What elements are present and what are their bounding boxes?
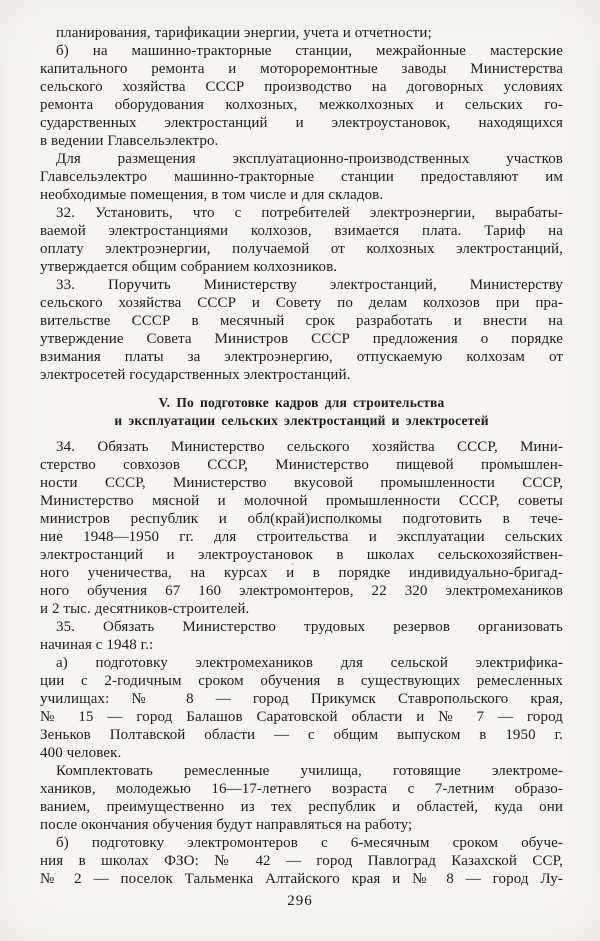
text-line: сельского хозяйства СССР производство на договорных условиях — [40, 79, 563, 95]
text-line: капитального ремонта и мотороремонтные заводы Министерства — [40, 61, 563, 77]
paragraph — [40, 762, 563, 834]
text-line: утверждение Совета Министров СССР предложения о порядке — [40, 331, 563, 347]
text-line: б) подготовку электромонтеров с 6-месячным сроком обуче- — [56, 835, 563, 851]
text-line: Министерство мясной и молочной промышленности СССР, советы — [40, 493, 563, 509]
text-line: ремонта оборудования колхозных, межколхозных и сельских го- — [40, 97, 563, 113]
text-line: ного обучения 67 160 электромонтеров, 22 320 электромехаников — [40, 583, 563, 599]
text-line: ванием, преимущественно из тех республик и областей, куда они — [40, 799, 563, 815]
text-line: 33. Поручить Министерству электростанций, Министерству — [56, 277, 563, 293]
text-line: взимания платы за электроэнергию, отпускаемую колхозам от — [40, 349, 563, 365]
text-line: планирования, тарификации энергии, учета и отчетности; — [56, 25, 432, 41]
scan-speck — [447, 213, 449, 215]
text-line: Комплектовать ремесленные училища, готовящие электроме- — [56, 763, 563, 779]
text-line: ции с 2-годичным сроком обучения в существующих ремесленных — [40, 673, 563, 689]
scan-speck — [116, 27, 118, 29]
paragraph — [40, 654, 563, 762]
text-line: № 15 — город Балашов Саратовской области и № 7 — город — [40, 709, 563, 725]
page-number: 296 — [287, 893, 313, 909]
text-line: № 2 — поселок Тальменка Алтайского края и № 8 — город Лу- — [40, 871, 563, 887]
text-line: электростанций и электроустановок в школах сельскохозяйствен- — [40, 547, 563, 563]
text-line: сельского хозяйства СССР и Совету по делам колхозов при пра- — [40, 295, 563, 311]
heading-line: V. По подготовке кадров для строительства — [158, 395, 445, 410]
text-line: Зеньков Полтавской области — с общим выпуском в 1950 г. — [40, 727, 563, 743]
text-line: хаников, молодежью 16—17-летнего возраста с 7-летним образо- — [40, 781, 563, 797]
text-line: Для размещения эксплуатационно-производственных участков — [56, 151, 563, 167]
text-line: 34. Обязать Министерство сельского хозяйства СССР, Мини- — [56, 439, 563, 455]
text-line: и 2 тыс. десятников-строителей. — [40, 601, 250, 617]
text-line: Главсельэлектро машинно-тракторные станции предоставляют им — [40, 169, 563, 185]
text-line: ного ученичества, на курсах и в порядке индивидуально-бригад- — [40, 565, 563, 581]
text-line: утверждается общим собранием колхозников. — [40, 259, 338, 275]
text-line: электросетей государственных электростанций. — [40, 367, 351, 383]
text-line: после окончания обучения будут направляться на работу; — [40, 817, 413, 833]
text-line: необходимые помещения, в том числе и для складов. — [40, 187, 384, 203]
paragraph — [40, 618, 563, 654]
text-line: оплату электроэнергии, получаемой от колхозных электростанций, — [40, 241, 563, 257]
text-line: б) на машинно-тракторные станции, межрайонные мастерские — [56, 43, 563, 59]
paragraph — [40, 42, 563, 150]
text-line: ния в школах ФЗО: № 42 — город Павлоград Казахской ССР, — [40, 853, 563, 869]
text-line: вительстве СССР в месячный срок разработать и внести на — [40, 313, 563, 329]
section-heading — [40, 394, 563, 430]
paragraph — [40, 150, 563, 204]
text-line: 35. Обязать Министерство трудовых резервов организовать — [56, 619, 563, 635]
text-line: а) подготовку электромехаников для сельской электрифика- — [56, 655, 563, 671]
text-line: министров республик и обл(край)исполкомы подготовить в тече- — [40, 511, 563, 527]
paragraph — [40, 834, 563, 888]
paragraph — [40, 438, 563, 618]
paragraph — [40, 204, 563, 276]
text-line: в ведении Главсельэлектро. — [40, 133, 219, 149]
text-line: ние 1948—1950 гг. для строительства и эксплуатации сельских — [40, 529, 563, 545]
text-line: ваемой электростанциями колхозов, взимается плата. Тариф на — [40, 223, 563, 239]
text-line: училищах: № 8 — город Прикумск Ставропольского края, — [40, 691, 563, 707]
text-line: сударственных электростанций и электроустановок, находящихся — [40, 115, 563, 131]
text-line: начиная с 1948 г.: — [40, 637, 154, 653]
text-line: 32. Установить, что с потребителей электроэнергии, вырабаты- — [56, 205, 563, 221]
paragraph — [40, 24, 563, 42]
scan-speck — [292, 563, 294, 565]
text-column — [40, 24, 563, 888]
text-line: стерство совхозов СССР, Министерство пищевой промышлен- — [40, 457, 563, 473]
text-line: 400 человек. — [40, 745, 122, 761]
paragraph — [40, 276, 563, 384]
heading-line: и эксплуатации сельских электростанций и электросетей — [114, 413, 489, 428]
text-line: ности СССР, Министерство вкусовой промышленности СССР, — [40, 475, 563, 491]
